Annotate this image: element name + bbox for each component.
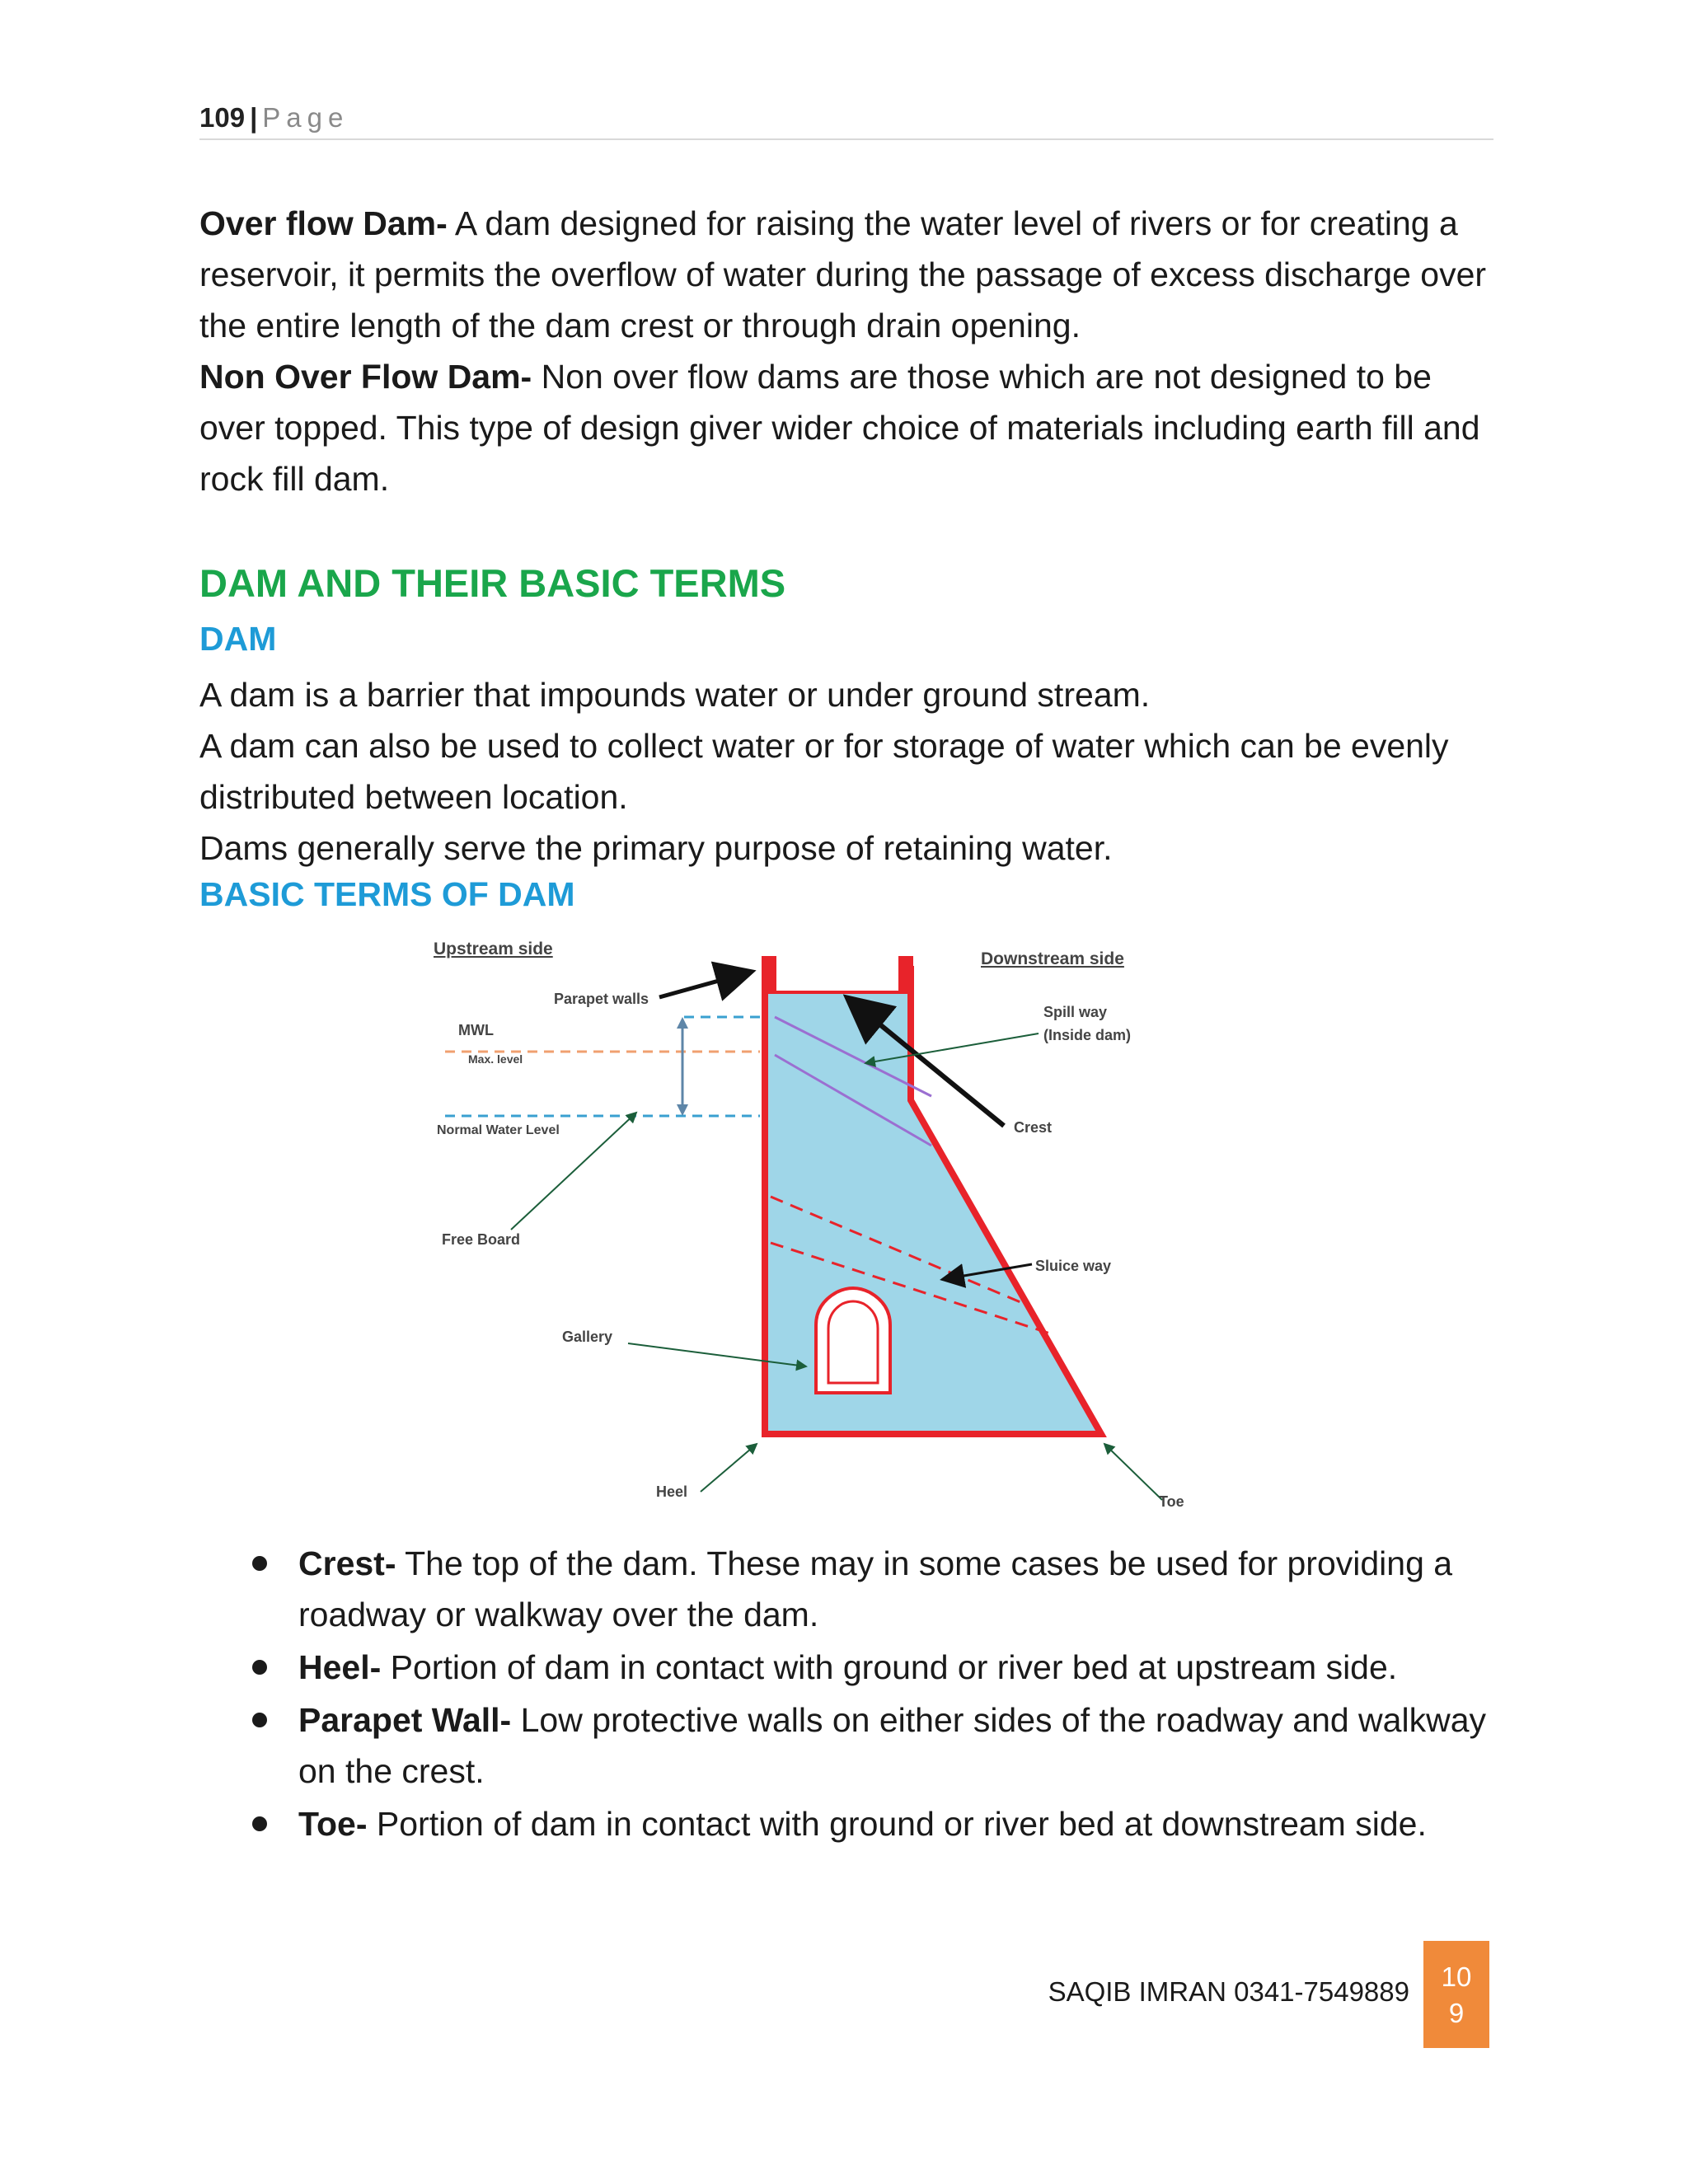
- label-spillway-2: (Inside dam): [1043, 1027, 1132, 1043]
- bullet-icon: [252, 1816, 267, 1831]
- label-upstream: Upstream side: [434, 940, 553, 958]
- overflow-dam-text: A dam designed for raising the water level of rivers or for creating a reservoir, it permits the overflow of water during the passage of excess discharge over the entire length of the dam crest or through drain opening.: [199, 204, 1487, 344]
- gallery-shape: [816, 1288, 890, 1393]
- parapet-pointer: [659, 972, 748, 997]
- bullet-icon: [252, 1713, 267, 1727]
- dam-description: [199, 669, 1502, 874]
- parapet-wall-right: [898, 956, 913, 994]
- label-toe: Toe: [1159, 1493, 1184, 1510]
- label-downstream: Downstream side: [981, 949, 1124, 968]
- overflow-dam-term: Over flow Dam-: [199, 204, 448, 242]
- label-crest: Crest: [1014, 1119, 1053, 1136]
- label-free-board: Free Board: [442, 1231, 521, 1248]
- heel-pointer: [701, 1444, 757, 1492]
- label-normal-water-level: Normal Water Level: [437, 1123, 560, 1137]
- footer-page-box: 10 9: [1423, 1941, 1489, 2048]
- dam-line-1: A dam is a barrier that impounds water or under ground stream.: [199, 676, 1151, 714]
- overflow-dam-paragraph: [199, 198, 1502, 351]
- term-toe-text: Portion of dam in contact with ground or river bed at downstream side.: [367, 1805, 1427, 1843]
- terms-list: [247, 1538, 1500, 1851]
- label-sluice-way: Sluice way: [1035, 1258, 1112, 1274]
- term-crest-text: The top of the dam. These may in some cases be used for providing a roadway or walkway over the dam.: [298, 1544, 1453, 1633]
- non-overflow-dam-term: Non Over Flow Dam-: [199, 358, 532, 396]
- term-parapet-wall: Parapet Wall-: [298, 1701, 512, 1739]
- toe-pointer: [1104, 1444, 1162, 1500]
- term-crest: Crest-: [298, 1544, 396, 1582]
- header-page-word: Page: [262, 102, 349, 133]
- intro-paragraphs: [199, 198, 1502, 504]
- list-item: [247, 1694, 1500, 1797]
- basic-terms-heading: BASIC TERMS OF DAM: [199, 875, 575, 913]
- footer-author: SAQIB IMRAN 0341-7549889: [1048, 1976, 1409, 2007]
- section-title: DAM AND THEIR BASIC TERMS: [199, 561, 786, 605]
- term-heel: Heel-: [298, 1648, 382, 1686]
- page-header: [199, 97, 1493, 140]
- label-parapet: Parapet walls: [554, 991, 649, 1007]
- dam-diagram: [420, 931, 1212, 1516]
- term-parapet-wall-text: Low protective walls on either sides of the roadway and walkway on the crest.: [298, 1701, 1486, 1790]
- dam-line-3: Dams generally serve the primary purpose of retaining water.: [199, 829, 1113, 867]
- bullet-icon: [252, 1556, 267, 1571]
- list-item: [247, 1538, 1500, 1640]
- label-heel: Heel: [656, 1483, 688, 1500]
- label-mwl: MWL: [458, 1022, 494, 1038]
- non-overflow-dam-paragraph: [199, 351, 1502, 504]
- header-page-number: 109: [199, 102, 246, 133]
- non-overflow-dam-text: Non over flow dams are those which are not designed to be over topped. This type of design giver wider choice of materials including earth fill and rock fill dam.: [199, 358, 1480, 498]
- dam-heading: DAM: [199, 620, 277, 658]
- term-toe: Toe-: [298, 1805, 368, 1843]
- parapet-wall-left: [762, 956, 776, 994]
- label-gallery: Gallery: [562, 1329, 613, 1345]
- list-item: [247, 1642, 1500, 1693]
- dam-line-2: A dam can also be used to collect water or for storage of water which can be evenly distributed between location.: [199, 727, 1449, 816]
- list-item: [247, 1798, 1500, 1849]
- label-spillway-1: Spill way: [1043, 1004, 1108, 1020]
- header-separator: |: [250, 102, 258, 133]
- bullet-icon: [252, 1660, 267, 1675]
- term-heel-text: Portion of dam in contact with ground or river bed at upstream side.: [381, 1648, 1398, 1686]
- label-max-level: Max. level: [468, 1052, 523, 1066]
